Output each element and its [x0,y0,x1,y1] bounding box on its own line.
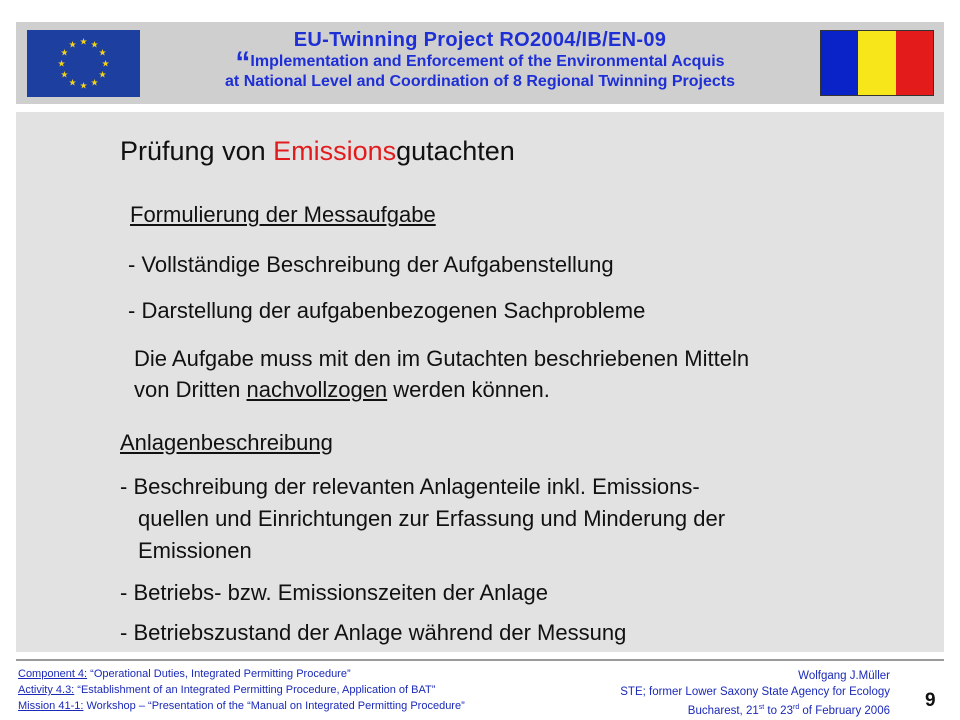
eu-star-icon: ★ [98,69,107,80]
list-item-continuation: quellen und Einrichtungen zur Erfassung und Minderung der [138,506,726,531]
footer-activity: Activity 4.3: “Establishment of an Integrated Permitting Procedure, Application of BAT” [18,684,436,696]
eu-star-icon: ★ [60,69,69,80]
note-line: Die Aufgabe muss mit den im Gutachten beschriebenen Mitteln [134,346,750,371]
footer-mission: Mission 41-1: Workshop – “Presentation of the “Manual on Integrated Permitting Procedure” [18,700,465,712]
romania-flag-icon [820,30,934,96]
footer-project-info [18,666,465,714]
eu-flag-icon [27,30,140,97]
flag-stripe-blue [821,31,858,95]
page-number: 9 [925,690,936,711]
eu-star-icon: ★ [68,77,77,88]
slide-title: Prüfung von Emissionsgutachten [120,136,515,166]
flag-stripe-yellow [858,31,895,95]
list-item-continuation: Emissionen [138,538,252,563]
eu-star-icon: ★ [98,47,107,58]
section-heading-plant-description: Anlagenbeschreibung [120,430,333,455]
eu-star-icon: ★ [90,39,99,50]
footer-component: Component 4: “Operational Duties, Integrated Permitting Procedure” [18,668,351,680]
note-line: von Dritten nachvollzogen werden können. [134,377,550,402]
footer-divider [16,659,944,661]
project-subtitle: “Implementation and Enforcement of the Environmental Acquis [235,46,725,79]
flag-stripe-red [896,31,933,95]
project-header-text [146,28,814,91]
footer-affiliation: STE; former Lower Saxony State Agency for Ecology [620,686,890,698]
list-item: - Darstellung der aufgabenbezogenen Sachprobleme [128,298,646,323]
eu-star-icon: ★ [57,58,66,69]
eu-star-icon: ★ [60,47,69,58]
list-item: - Betriebs- bzw. Emissionszeiten der Anlage [120,580,548,605]
eu-star-icon: ★ [101,58,110,69]
list-item: - Betriebszustand der Anlage während der Messung [120,620,627,645]
footer-author: Wolfgang J.Müller [798,670,890,682]
footer-date: Bucharest, 21st to 23rd of February 2006 [687,704,890,717]
footer-author-info [620,668,890,719]
eu-star-icon: ★ [90,77,99,88]
content-panel [16,112,944,652]
slide-header [16,22,944,104]
eu-star-icon: ★ [68,39,77,50]
project-subtitle-2: at National Level and Coordination of 8 Regional Twinning Projects [225,73,735,90]
section-heading-measurement-task: Formulierung der Messaufgabe [130,202,436,227]
list-item: - Beschreibung der relevanten Anlagenteile inkl. Emissions- [120,474,700,499]
list-item: - Vollständige Beschreibung der Aufgabenstellung [128,252,614,277]
eu-star-icon: ★ [79,80,88,91]
eu-star-icon: ★ [79,36,88,47]
project-code: EU-Twinning Project RO2004/IB/EN-09 [293,29,667,51]
